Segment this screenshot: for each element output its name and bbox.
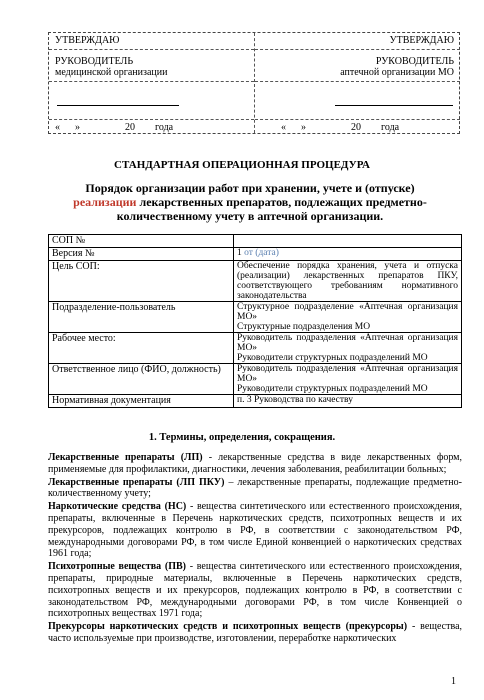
definition-text: - лекарственные средства в виде лекарственных форм, применяемые для профилактики, диагностики, лечения заболевания, реабилитации больных; [48, 452, 463, 475]
sop-info-table [48, 234, 462, 408]
organization-right: аптечной организации МО [340, 67, 454, 78]
divider [49, 49, 254, 50]
row-key: СОП № [49, 235, 234, 248]
definition-text: - вещества синтетического или естественного происхождения, препараты, природные материалы, включенные в Перечень наркотических средств, психотропных веществ и их прекурсоров, подлежащих контролю в РФ, в соответствии с законодательством РФ, международными договорами РФ, в том числе Конвенцией о психотропных веществах 1971 года; [48, 561, 462, 620]
row-value [234, 302, 462, 333]
definition-term: Наркотические средства (НС) [48, 501, 187, 513]
value-line: Руководитель подразделения «Аптечная организация МО» [237, 333, 458, 353]
table-row [49, 302, 462, 333]
section-1-title: 1. Термины, определения, сокращения. [148, 432, 336, 443]
definitions-list [48, 452, 462, 646]
date-line-left: « » 20 года [55, 122, 174, 133]
definition-term: Лекарственные препараты (ЛП) [48, 452, 203, 463]
row-key: Подразделение-пользователь [49, 302, 234, 333]
divider [49, 119, 254, 120]
row-key: Цель СОП: [49, 261, 234, 302]
approve-label-left: УТВЕРЖДАЮ [55, 35, 120, 46]
value-line: Руководитель подразделения «Аптечная организация МО» [237, 364, 458, 384]
divider [255, 119, 460, 120]
signature-line-left [57, 105, 179, 106]
row-key: Версия № [49, 248, 234, 261]
value-line: Структурное подразделение «Аптечная организация МО» [237, 302, 458, 322]
position-right: РУКОВОДИТЕЛЬ [375, 56, 454, 67]
definition-item [48, 452, 462, 476]
definition-item [48, 501, 462, 560]
definition-text: – лекарственные препараты, подлежащие предметно-количественному учету; [48, 476, 462, 500]
title-part1: Порядок организации работ при хранении, учете и (отпуске) [85, 181, 415, 195]
value-line: Руководители структурных подразделений МО [237, 353, 428, 363]
version-date: от (дата) [244, 248, 279, 258]
definition-term: Лекарственные препараты (ЛП ПКУ) [48, 476, 225, 488]
approve-label-right: УТВЕРЖДАЮ [389, 35, 454, 46]
position-left: РУКОВОДИТЕЛЬ [55, 56, 134, 67]
row-value [234, 333, 462, 364]
signature-line-right [335, 105, 453, 106]
definition-text: - вещества, часто используемые при производстве, изготовлении, переработке наркотических [48, 621, 463, 644]
table-row [49, 333, 462, 364]
page-number: 1 [451, 676, 456, 687]
table-row [49, 364, 462, 395]
definition-item [48, 621, 462, 645]
approval-left [49, 33, 254, 133]
row-value [234, 364, 462, 395]
row-value [234, 248, 462, 261]
definition-term: Прекурсоры наркотических средств и психотропных веществ (прекурсоры) [48, 621, 408, 633]
definition-item [48, 477, 462, 501]
row-value [234, 235, 462, 248]
title-part2: лекарственных препаратов, подлежащих предметно-количественному учету в аптечной организации. [116, 195, 427, 223]
divider [49, 81, 254, 82]
organization-left: медицинской организации [55, 67, 168, 78]
value-line: Руководители структурных подразделений МО [237, 384, 428, 394]
definition-text: - вещества синтетического или естественного происхождения, препараты, включенные в Перечень наркотических средств, психотропных веществ и их прекурсоров, подлежащих контролю в РФ, в соответствии с законодательством РФ, международными договорами РФ, в том числе Единой конвенцией о наркотических средствах 1961 года; [48, 501, 463, 560]
divider [255, 81, 460, 82]
row-value: Обеспечение порядка хранения, учета и отпуска (реализации) лекарственных препаратов ПКУ, соответствующего требованиям нормативного законодательства [234, 261, 462, 302]
row-key: Рабочее место: [49, 333, 234, 364]
sop-heading: СТАНДАРТНАЯ ОПЕРАЦИОННАЯ ПРОЦЕДУРА [114, 159, 370, 171]
table-row [49, 248, 462, 261]
definition-item [48, 561, 462, 620]
definition-term: Психотропные вещества (ПВ) [48, 561, 186, 573]
row-key: Нормативная документация [49, 395, 234, 408]
document-title [60, 181, 440, 223]
approval-block [48, 32, 460, 134]
approval-right [254, 33, 460, 133]
date-line-right: « » 20 года [281, 122, 400, 133]
row-value: п. 3 Руководства по качеству [234, 395, 462, 408]
title-red-word: реализации [73, 195, 137, 209]
table-row [49, 261, 462, 302]
version-number: 1 [237, 248, 245, 258]
value-line: Структурные подразделения МО [237, 322, 371, 332]
divider [255, 49, 460, 50]
table-row [49, 395, 462, 408]
table-row [49, 235, 462, 248]
row-key: Ответственное лицо (ФИО, должность) [49, 364, 234, 395]
